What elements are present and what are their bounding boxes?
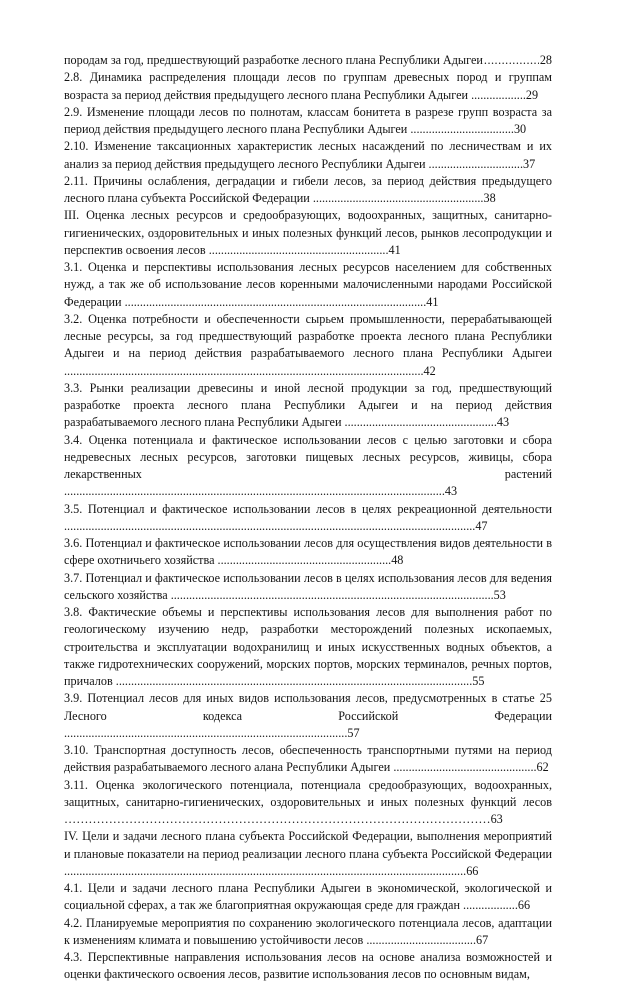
- leader-dots: ...................................................................................................: [121, 294, 427, 309]
- toc-entry[interactable]: 3.2. Оценка потребности и обеспеченности сырьем промышленности, перерабатывающей лесные ресурсы, за год предшествующий разработке проекта лесного плана Республики Адыгеи и на период действия разрабатываемого лесного плана Республики Адыгеи ......................................................................................................................42: [64, 311, 552, 378]
- toc-entry[interactable]: 3.8. Фактические объемы и перспективы использования лесов для выполнения работ по геологическому изучению недр, разработки месторождений полезных ископаемых, строительства и эксплуатации водохранилищ и иных искусственных водных объектов, а также гидротехнических сооружений, морских портов, морских терминалов, речных портов, причалов .....................................................................................................................55: [64, 605, 552, 688]
- page-number: 37: [523, 156, 536, 171]
- toc-entry[interactable]: 3.3. Рынки реализации древесины и иной лесной продукции за год, предшествующий разработке проекта лесного плана Республики Адыгеи и на период действия разрабатываемого лесного плана Республики Адыгеи ..................................................43: [64, 380, 552, 430]
- toc-entry[interactable]: III. Оценка лесных ресурсов и средообразующих, водоохранных, защитных, санитарно-гигиенических, оздоровительных и иных полезных функций лесов, рынков лесопродукции и перспектив освоения лесов ...........................................................41: [64, 208, 552, 257]
- toc-entry[interactable]: 4.1. Цели и задачи лесного плана Республики Адыгеи в экономической, экологической и социальной сферах, а так же благоприятная окружающая среде для граждан ..................66: [64, 881, 552, 913]
- toc-entry[interactable]: 2.11. Причины ослабления, деградации и гибели лесов, за период действия предыдущего лесного плана субъекта Российской Федерации ........................................................38: [64, 173, 552, 205]
- leader-dots: .....................................................................................................................: [112, 674, 473, 688]
- toc-entry[interactable]: породам за год, предшествующий разработке лесного плана Республики Адыгеи ..... 28: [64, 52, 552, 69]
- page-number: 48: [391, 553, 404, 568]
- toc-entry[interactable]: 2.9. Изменение площади лесов по полнотам, классам бонитета в разрезе групп возраста за период действия предыдущего лесного плана Республики Адыгеи ..................................30: [64, 104, 552, 136]
- leader-dots: .............................................................................................: [64, 725, 348, 740]
- leader-dots: ...............................................: [390, 760, 537, 775]
- page-number: 41: [426, 294, 439, 309]
- page-number: 43: [444, 484, 458, 499]
- page-number: 38: [483, 191, 496, 205]
- leader-dots: ..................: [459, 898, 518, 913]
- page-number: 47: [475, 518, 488, 533]
- page-number: 66: [517, 898, 531, 913]
- page-number: 66: [466, 863, 479, 878]
- page-number: 62: [536, 760, 549, 775]
- toc-entry[interactable]: 3.6. Потенциал и фактическое использовании лесов для осуществления видов деятельности в сфере охотничьего хозяйства .........................................................48: [64, 536, 552, 568]
- leader-dots: [484, 52, 539, 69]
- toc-entry[interactable]: 2.8. Динамика распределения площади лесов по группам древесных пород и группам возраста за период действия предыдущего лесного плана Республики Адыгеи ..................29: [64, 70, 552, 102]
- page-number: 29: [525, 87, 539, 102]
- toc-entry[interactable]: IV. Цели и задачи лесного плана субъекта Российской Федерации, выполнения мероприятий и плановые показатели на период реализации лесного плана субъекта Российской Федерации ....................................................................................................................................66: [64, 829, 552, 878]
- leader-dots: ....................................: [363, 932, 476, 947]
- toc-entry[interactable]: 3.4. Оценка потенциала и фактическое использовании лесов с целью заготовки и сбора недревесных лесных ресурсов, заготовки пищевых лесных ресурсов, живицы, сбора лекарственных растений .............................................................................................................................43: [64, 432, 552, 499]
- toc-entry[interactable]: 3.9. Потенциал лесов для иных видов использования лесов, предусмотренных в статье 25 Лесного кодекса Российской Федерации .............................................................................................57: [64, 691, 552, 740]
- leader-dots: ....................................................................................................................................: [64, 863, 467, 878]
- toc-entry[interactable]: 2.10. Изменение таксационных характеристик лесных насаждений по лесничествам и их анализ за период действия предыдущего лесного Республики Адыгеи ...............................37: [64, 139, 552, 171]
- page-number: 30: [513, 122, 527, 136]
- leader-dots: ..................................................: [341, 415, 497, 430]
- page-number: 28: [539, 53, 552, 67]
- page-number: 42: [423, 363, 436, 378]
- toc-entry[interactable]: 3.1. Оценка и перспективы использования лесных ресурсов населением для собственных нужд, а так же об использование лесов коренными малочисленными народами Российской Федерации ...................................................................................................41: [64, 260, 552, 309]
- page-number: 53: [493, 587, 506, 602]
- leader-dots: ..................: [468, 87, 526, 102]
- toc-entry[interactable]: 3.11. Оценка экологического потенциала, потенциала средообразующих, водоохранных, защитных, санитарно-гигиенических, оздоровительных и иных полезных функций лесов ……………………………………………………………………………………………63: [64, 777, 552, 826]
- leader-dots: ......................................................................................................................: [64, 363, 424, 378]
- toc-entry[interactable]: 4.3. Перспективные направления использования лесов на основе анализа возможностей и оценки фактического освоения лесов, развитие использования лесов по основным видам,: [64, 950, 552, 982]
- leader-dots: ...............................: [425, 156, 523, 171]
- leader-dots: .........................................................: [214, 553, 392, 568]
- toc-entry[interactable]: 3.7. Потенциал и фактическое использовании лесов в целях использования лесов для ведения сельского хозяйства ..........................................................................................................53: [64, 570, 552, 602]
- toc-entry[interactable]: 3.5. Потенциал и фактическое использовании лесов в целях рекреационной деятельности .......................................................................................................................................47: [64, 501, 552, 533]
- page-number: 55: [472, 674, 485, 688]
- leader-dots: ........................................................: [309, 191, 484, 205]
- leader-dots: .............................................................................................................................: [64, 484, 445, 499]
- page-number: 43: [496, 415, 510, 430]
- page-number: 57: [347, 725, 360, 740]
- toc-entry[interactable]: 3.10. Транспортная доступность лесов, обеспеченность транспортными путями на период действия разрабатываемого лесного алана Республики Адыгеи ...............................................62: [64, 743, 552, 775]
- leader-dots: ……………………………………………………………………………………………: [64, 812, 491, 826]
- leader-dots: ..................................: [407, 122, 514, 136]
- toc-entry[interactable]: 4.2. Планируемые мероприятия по сохранению экологического потенциала лесов, адаптации к изменениям климата и повышению устойчивости лесов ....................................67: [64, 915, 552, 947]
- leader-dots: ..........................................................................................................: [167, 587, 494, 602]
- page-number: 63: [490, 812, 503, 826]
- page-number: 67: [476, 932, 489, 947]
- leader-dots: ...........................................................: [205, 242, 389, 257]
- leader-dots: .......................................................................................................................................: [64, 518, 476, 533]
- page-number: 41: [388, 242, 401, 257]
